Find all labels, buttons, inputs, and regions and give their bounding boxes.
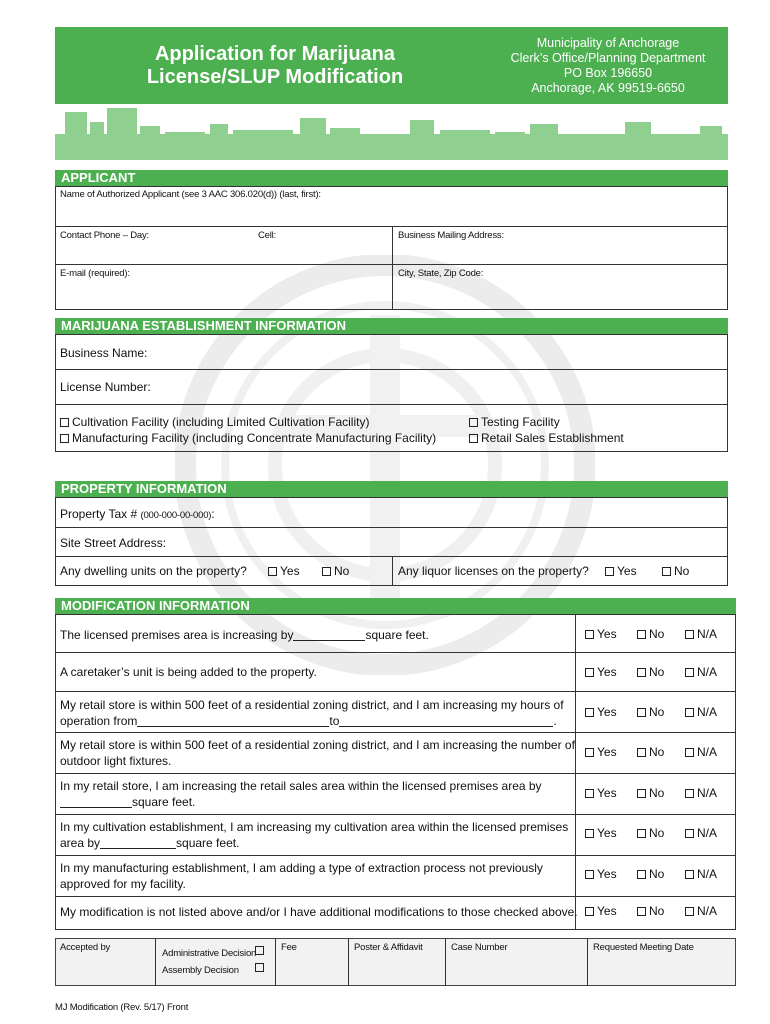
mod-na-row-2[interactable] — [685, 665, 717, 679]
type-retail[interactable] — [469, 431, 624, 445]
checkbox[interactable] — [585, 668, 594, 677]
option-label: No — [649, 826, 665, 840]
liquor-no[interactable] — [662, 564, 689, 578]
checkbox[interactable] — [268, 567, 277, 576]
checkbox[interactable] — [685, 748, 694, 757]
mod-no-row-8[interactable] — [637, 904, 664, 918]
type-manufacturing[interactable] — [60, 431, 436, 445]
checkbox[interactable] — [469, 434, 478, 443]
option-label: N/A — [697, 665, 718, 679]
option-label: Yes — [597, 745, 617, 759]
mod-text: . — [553, 714, 557, 728]
mod-row-2-text: A caretaker’s unit is being added to the property. — [60, 665, 317, 679]
address-line: Anchorage, AK 99519-6650 — [531, 81, 685, 95]
applicant-name-field[interactable] — [56, 200, 727, 226]
option-label: Yes — [280, 564, 300, 578]
divider — [55, 264, 392, 265]
dwelling-question: Any dwelling units on the property? — [60, 564, 247, 578]
option-label: N/A — [697, 745, 718, 759]
mod-no-row-6[interactable] — [637, 826, 664, 840]
case-number-label: Case Number — [451, 942, 508, 953]
checkbox[interactable] — [585, 748, 594, 757]
checkbox[interactable] — [585, 789, 594, 798]
mod-text: My retail store is within 500 feet of a residential zoning district, and I am increasing my hours of — [60, 698, 564, 712]
assembly-decision-label: Assembly Decision — [162, 965, 239, 976]
blank-field[interactable] — [60, 797, 132, 808]
form-title-line2: License/SLUP Modification — [146, 66, 404, 88]
option-label: N/A — [697, 826, 718, 840]
type-label: Manufacturing Facility (including Concentrate Manufacturing Facility) — [72, 431, 437, 445]
office-address — [478, 36, 738, 96]
checkbox[interactable] — [585, 829, 594, 838]
divider — [392, 556, 393, 586]
property-tax-text: Property Tax # — [60, 507, 138, 521]
meeting-date-label: Requested Meeting Date — [593, 942, 694, 953]
mod-text: The licensed premises area is increasing by — [60, 628, 294, 642]
section-header-property: PROPERTY INFORMATION — [55, 481, 728, 497]
poster-affidavit-label: Poster & Affidavit — [354, 942, 423, 953]
divider — [55, 652, 736, 653]
section-header-applicant: APPLICANT — [55, 170, 728, 186]
option-label: N/A — [697, 904, 718, 918]
checkbox[interactable] — [637, 630, 646, 639]
divider — [55, 732, 736, 733]
mod-text: to — [329, 714, 340, 728]
city-skyline-graphic — [55, 104, 728, 160]
accepted-by-label: Accepted by — [60, 942, 111, 953]
checkbox[interactable] — [605, 567, 614, 576]
section-header-establishment: MARIJUANA ESTABLISHMENT INFORMATION — [55, 318, 728, 334]
checkbox[interactable] — [585, 708, 594, 717]
checkbox[interactable] — [60, 418, 69, 427]
liquor-question: Any liquor licenses on the property? — [398, 564, 589, 578]
mod-na-row-8[interactable] — [685, 904, 717, 918]
mod-na-row-3[interactable] — [685, 705, 717, 719]
mod-text: square feet. — [132, 795, 196, 809]
mod-text: square feet. — [365, 628, 429, 642]
form-title-line1: Application for Marijuana — [154, 43, 396, 65]
city-state-zip-label: City, State, Zip Code: — [398, 268, 484, 279]
mod-na-row-7[interactable] — [685, 867, 717, 881]
checkbox[interactable] — [469, 418, 478, 427]
option-label: No — [649, 665, 665, 679]
mod-row-1-text — [60, 628, 429, 642]
admin-decision-label: Administrative Decision — [162, 948, 257, 959]
mod-na-row-6[interactable] — [685, 826, 717, 840]
dwelling-yes[interactable] — [268, 564, 300, 578]
checkbox[interactable] — [685, 630, 694, 639]
mod-yes-row-5[interactable] — [585, 786, 617, 800]
mod-no-row-3[interactable] — [637, 705, 664, 719]
divider — [55, 855, 736, 856]
mod-yes-row-3[interactable] — [585, 705, 617, 719]
checkbox[interactable] — [637, 748, 646, 757]
mod-text: outdoor light fixtures. — [60, 754, 172, 768]
divider — [275, 938, 276, 986]
divider — [392, 264, 728, 265]
type-label: Cultivation Facility (including Limited Cultivation Facility) — [72, 415, 370, 429]
option-label: No — [334, 564, 350, 578]
mod-text: operation from — [60, 714, 138, 728]
site-street-label: Site Street Address: — [60, 536, 167, 550]
checkbox[interactable] — [685, 668, 694, 677]
option-label: N/A — [697, 786, 718, 800]
business-name-label: Business Name: — [60, 346, 148, 360]
email-label: E-mail (required): — [60, 268, 130, 279]
option-label: Yes — [597, 627, 617, 641]
checkbox[interactable] — [637, 870, 646, 879]
checkbox[interactable] — [60, 434, 69, 443]
mod-no-row-4[interactable] — [637, 745, 664, 759]
mod-row-3-text — [60, 697, 564, 729]
type-testing[interactable] — [469, 415, 560, 429]
mod-text: In my retail store, I am increasing the retail sales area within the licensed premises area by — [60, 779, 542, 793]
mod-yes-row-7[interactable] — [585, 867, 617, 881]
mod-text: In my cultivation establishment, I am increasing my cultivation area within the licensed premises — [60, 820, 569, 834]
mod-text: area by — [60, 836, 101, 850]
fee-label: Fee — [281, 942, 297, 953]
mod-text: My retail store is within 500 feet of a residential zoning district, and I am increasing the number of — [60, 738, 575, 752]
checkbox[interactable] — [585, 870, 594, 879]
mod-row-6-text — [60, 819, 568, 851]
checkbox[interactable] — [685, 870, 694, 879]
option-label: No — [649, 867, 665, 881]
divider — [155, 938, 156, 986]
mod-text: approved for my facility. — [60, 877, 186, 891]
mod-yes-row-6[interactable] — [585, 826, 617, 840]
option-label: Yes — [617, 564, 637, 578]
mod-no-row-2[interactable] — [637, 665, 664, 679]
checkbox[interactable] — [637, 708, 646, 717]
mod-row-8-text: My modification is not listed above and/or I have additional modifications to those checked above. — [60, 905, 578, 919]
divider — [55, 896, 736, 897]
type-label: Testing Facility — [481, 415, 560, 429]
mod-yes-row-4[interactable] — [585, 745, 617, 759]
option-label: N/A — [697, 867, 718, 881]
property-tax-format: (000-000-00-000) — [140, 510, 212, 521]
applicant-name-label: Name of Authorized Applicant (see 3 AAC 306.020(d)) (last, first): — [60, 189, 321, 200]
checkbox[interactable] — [685, 708, 694, 717]
option-label: No — [649, 904, 665, 918]
option-label: No — [649, 786, 665, 800]
divider — [55, 527, 728, 528]
checkbox[interactable] — [685, 829, 694, 838]
mod-na-row-5[interactable] — [685, 786, 717, 800]
mod-row-5-text — [60, 778, 542, 810]
mod-text: In my manufacturing establishment, I am adding a type of extraction process not previously — [60, 861, 543, 875]
divider — [348, 938, 349, 986]
checkbox[interactable] — [637, 789, 646, 798]
checkbox[interactable] — [685, 907, 694, 916]
option-label: N/A — [697, 705, 718, 719]
liquor-yes[interactable] — [605, 564, 637, 578]
option-label: No — [649, 745, 665, 759]
option-label: Yes — [597, 665, 617, 679]
mailing-address-label: Business Mailing Address: — [398, 230, 504, 241]
section-header-modification: MODIFICATION INFORMATION — [55, 598, 736, 614]
option-label: N/A — [697, 627, 718, 641]
form-title — [110, 43, 440, 89]
address-line: Clerk’s Office/Planning Department — [510, 51, 706, 65]
divider — [55, 773, 736, 774]
mod-yes-row-1[interactable] — [585, 627, 617, 641]
contact-phone-day-label: Contact Phone – Day: — [60, 230, 149, 241]
option-label: Yes — [597, 786, 617, 800]
checkbox[interactable] — [585, 630, 594, 639]
assembly-decision-checkbox[interactable] — [255, 963, 264, 972]
option-label: Yes — [597, 867, 617, 881]
divider — [55, 814, 736, 815]
mod-row-4-text — [60, 737, 575, 769]
mod-text: square feet. — [176, 836, 240, 850]
divider — [445, 938, 446, 986]
option-label: Yes — [597, 705, 617, 719]
blank-field[interactable] — [293, 630, 365, 641]
address-line: Municipality of Anchorage — [536, 36, 680, 50]
mod-no-row-1[interactable] — [637, 627, 664, 641]
license-number-label: License Number: — [60, 380, 151, 394]
address-line: PO Box 196650 — [563, 66, 653, 80]
blank-field[interactable] — [339, 716, 553, 727]
divider — [392, 226, 393, 310]
option-label: No — [649, 627, 665, 641]
mod-na-row-1[interactable] — [685, 627, 717, 641]
mod-na-row-4[interactable] — [685, 745, 717, 759]
blank-field[interactable] — [100, 838, 176, 849]
blank-field[interactable] — [137, 716, 329, 727]
divider — [55, 691, 736, 692]
checkbox[interactable] — [637, 829, 646, 838]
divider — [55, 369, 728, 370]
checkbox[interactable] — [685, 789, 694, 798]
form-revision-footer: MJ Modification (Rev. 5/17) Front — [55, 1002, 189, 1013]
admin-decision-checkbox[interactable] — [255, 946, 264, 955]
divider — [55, 404, 728, 405]
option-label: Yes — [597, 904, 617, 918]
option-label: No — [674, 564, 690, 578]
mod-row-7-text — [60, 860, 543, 892]
mod-yes-row-8[interactable] — [585, 904, 617, 918]
mod-no-row-7[interactable] — [637, 867, 664, 881]
checkbox[interactable] — [322, 567, 331, 576]
divider — [587, 938, 588, 986]
property-tax-colon: : — [211, 507, 215, 521]
cell-phone-label: Cell: — [258, 230, 277, 241]
option-label: Yes — [597, 826, 617, 840]
dwelling-no[interactable] — [322, 564, 349, 578]
divider — [575, 614, 576, 930]
checkbox[interactable] — [585, 907, 594, 916]
mod-no-row-5[interactable] — [637, 786, 664, 800]
type-label: Retail Sales Establishment — [481, 431, 624, 445]
property-tax-label — [60, 507, 215, 521]
checkbox[interactable] — [637, 907, 646, 916]
type-cultivation[interactable] — [60, 415, 369, 429]
checkbox[interactable] — [637, 668, 646, 677]
mod-yes-row-2[interactable] — [585, 665, 617, 679]
checkbox[interactable] — [662, 567, 671, 576]
option-label: No — [649, 705, 665, 719]
